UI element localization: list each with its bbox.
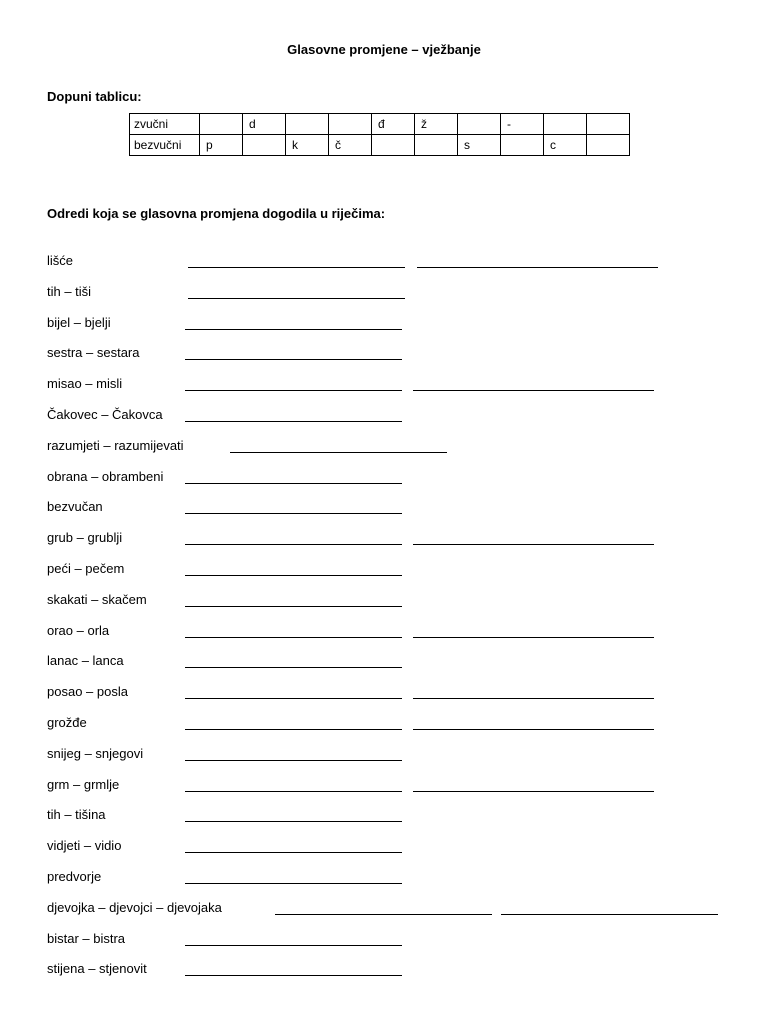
exercise-row xyxy=(47,561,747,581)
table-cell[interactable]: c xyxy=(544,135,587,156)
answer-blank[interactable] xyxy=(413,530,654,545)
table-cell[interactable] xyxy=(200,114,243,135)
exercise-word: grožđe xyxy=(47,715,87,730)
answer-blank[interactable] xyxy=(413,684,654,699)
exercise-word: grub – grublji xyxy=(47,530,123,546)
answer-blank[interactable] xyxy=(185,623,402,638)
answer-blank[interactable] xyxy=(185,715,402,730)
answer-blank[interactable] xyxy=(185,931,402,946)
table-cell[interactable] xyxy=(587,135,630,156)
page-title: Glasovne promjene – vježbanje xyxy=(287,42,481,57)
answer-blank[interactable] xyxy=(185,345,402,360)
exercise-row xyxy=(47,684,747,704)
answer-blank[interactable] xyxy=(185,961,402,976)
voiced-row xyxy=(130,114,630,135)
exercise-row xyxy=(47,961,747,981)
exercise-word: misao – misli xyxy=(47,376,123,392)
table-cell[interactable]: p xyxy=(200,135,243,156)
table-cell[interactable]: - xyxy=(501,114,544,135)
answer-blank[interactable] xyxy=(185,407,402,422)
exercise-word: bistar – bistra xyxy=(47,930,126,946)
answer-blank[interactable] xyxy=(275,900,492,915)
answer-blank[interactable] xyxy=(501,900,718,915)
exercise-word: djevojka – djevojci – djevojaka xyxy=(47,899,222,915)
exercise-word: posao – posla xyxy=(47,684,128,700)
exercise-word: tih – tiši xyxy=(47,283,92,299)
answer-blank[interactable] xyxy=(185,499,402,514)
table-cell[interactable]: ž xyxy=(415,114,458,135)
exercise-row xyxy=(47,376,747,396)
table-cell[interactable] xyxy=(415,135,458,156)
answer-blank[interactable] xyxy=(185,376,402,391)
exercise-row xyxy=(47,653,747,673)
exercise-word: predvorje xyxy=(47,869,102,884)
table-cell[interactable] xyxy=(587,114,630,135)
exercise-row xyxy=(47,592,747,612)
table-cell[interactable]: đ xyxy=(372,114,415,135)
exercise-row xyxy=(47,715,747,735)
table-cell[interactable] xyxy=(501,135,544,156)
exercise-row xyxy=(47,530,747,550)
answer-blank[interactable] xyxy=(185,469,402,484)
answer-blank[interactable] xyxy=(413,376,654,391)
table-cell[interactable] xyxy=(329,114,372,135)
exercise-row xyxy=(47,407,747,427)
table-instruction: Dopuni tablicu: xyxy=(47,89,142,104)
exercise-row xyxy=(47,469,747,489)
row-label: zvučni xyxy=(130,114,200,135)
exercise-word: bezvučan xyxy=(47,499,103,515)
table-cell[interactable] xyxy=(372,135,415,156)
exercise-word: vidjeti – vidio xyxy=(47,838,122,854)
voiceless-row xyxy=(130,135,630,156)
answer-blank[interactable] xyxy=(185,315,402,330)
exercise-instruction: Odredi koja se glasovna promjena dogodila u riječima: xyxy=(47,206,386,221)
exercise-word: Čakovec – Čakovca xyxy=(47,407,163,422)
exercise-row xyxy=(47,807,747,827)
exercise-row xyxy=(47,931,747,951)
exercise-row xyxy=(47,499,747,519)
table-cell[interactable]: k xyxy=(286,135,329,156)
exercise-word: razumjeti – razumijevati xyxy=(47,437,184,453)
answer-blank[interactable] xyxy=(185,869,402,884)
exercise-row xyxy=(47,900,747,920)
answer-blank[interactable] xyxy=(185,592,402,607)
exercise-row xyxy=(47,438,747,458)
exercise-row xyxy=(47,838,747,858)
answer-blank[interactable] xyxy=(185,838,402,853)
answer-blank[interactable] xyxy=(185,746,402,761)
table-cell[interactable] xyxy=(458,114,501,135)
exercise-row xyxy=(47,623,747,643)
exercise-word: obrana – obrambeni xyxy=(47,468,164,484)
table-cell[interactable] xyxy=(544,114,587,135)
exercise-word: orao – orla xyxy=(47,622,110,638)
table-cell[interactable] xyxy=(243,135,286,156)
answer-blank[interactable] xyxy=(185,530,402,545)
answer-blank[interactable] xyxy=(188,284,405,299)
answer-blank[interactable] xyxy=(185,777,402,792)
exercise-word: grm – grmlje xyxy=(47,776,120,792)
exercise-row xyxy=(47,345,747,365)
table-cell[interactable]: s xyxy=(458,135,501,156)
answer-blank[interactable] xyxy=(188,253,405,268)
exercise-row xyxy=(47,746,747,766)
table-cell[interactable] xyxy=(286,114,329,135)
exercise-word: stijena – stjenovit xyxy=(47,961,147,977)
answer-blank[interactable] xyxy=(185,653,402,668)
answer-blank[interactable] xyxy=(185,561,402,576)
exercise-row xyxy=(47,777,747,797)
answer-blank[interactable] xyxy=(230,438,447,453)
answer-blank[interactable] xyxy=(413,623,654,638)
exercise-row xyxy=(47,315,747,335)
answer-blank[interactable] xyxy=(185,807,402,822)
answer-blank[interactable] xyxy=(185,684,402,699)
answer-blank[interactable] xyxy=(413,777,654,792)
exercise-word: tih – tišina xyxy=(47,807,106,823)
table-cell[interactable]: d xyxy=(243,114,286,135)
exercise-word: lišće xyxy=(47,253,74,268)
answer-blank[interactable] xyxy=(413,715,654,730)
exercise-row xyxy=(47,253,747,273)
exercise-row xyxy=(47,284,747,304)
exercise-word: snijeg – snjegovi xyxy=(47,745,144,761)
exercise-word: skakati – skačem xyxy=(47,591,147,607)
exercise-row xyxy=(47,869,747,889)
exercise-word: sestra – sestara xyxy=(47,345,140,361)
exercise-word: peći – pečem xyxy=(47,561,125,576)
row-label: bezvučni xyxy=(130,135,200,156)
sound-table xyxy=(129,113,630,156)
exercise-word: bijel – bjelji xyxy=(47,314,111,330)
table-cell[interactable]: č xyxy=(329,135,372,156)
answer-blank[interactable] xyxy=(417,253,658,268)
exercise-word: lanac – lanca xyxy=(47,653,124,669)
